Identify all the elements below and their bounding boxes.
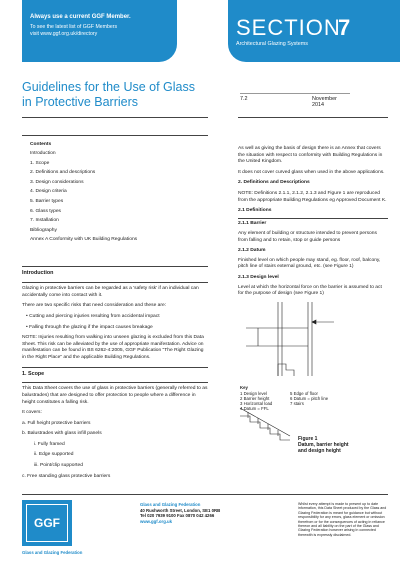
datum-text: Finished level on which people may stand, eg. floor, roof, balcony, pitch line of stairs external ground, etc. (see Figure 1) <box>238 257 381 270</box>
toc-item[interactable]: Introduction <box>30 151 56 156</box>
org-name: Glass and Glazing Federation <box>140 502 201 507</box>
key-item: 1 Design level <box>240 391 267 396</box>
scope-subitem: iii. Point/clip supported <box>34 463 83 469</box>
datum-heading: 2.1.2 Datum <box>238 248 266 254</box>
ggf-logo-frame <box>22 500 72 546</box>
figure-caption: Datum, barrier height <box>298 442 349 448</box>
notice-line: To see the latest list of GGF Members <box>30 24 118 30</box>
key-title: Key <box>240 385 248 390</box>
org-phone: Tel 020 7939 9100 Fax 0870 042 4266 <box>140 513 215 519</box>
floor-edge <box>278 364 294 376</box>
barrier-text: Any element of building or structure intended to prevent persons from falling and to retain, stop or guide persons <box>238 230 377 243</box>
intro-note: NOTE: Injuries resulting from walking into unseen glazing is excluded from this Data Sheet. This risk can be alleviated by the use of appropriate manifestation. Advice on manifestation can be found in BS 6262-4:2005, GGF Publication "The Right Glazing in the Right Place" and the applicable Building Regulations. <box>22 335 204 360</box>
notice-link[interactable]: visit www.ggf.org.uk/directory <box>30 31 98 37</box>
design-level-text: Level at which the horizontal force on the barrier is assumed to act for the purpose of design (see Figure 1) <box>238 284 382 297</box>
notice-heading: Always use a current GGF Member. <box>30 14 131 20</box>
divider <box>22 117 208 118</box>
bullet-text: Falling through the glazing if the impact causes breakage <box>29 324 153 330</box>
toc-item[interactable]: 3. Design considerations <box>30 179 84 185</box>
divider <box>22 266 208 267</box>
toc-item[interactable]: 4. Design criteria <box>30 189 67 195</box>
figure-caption: and design height <box>298 448 341 454</box>
right-column <box>238 146 388 302</box>
figure-1-drawing <box>238 296 388 456</box>
intro-p1: Glazing in protective barriers can be regarded as a 'safety risk' if an individual can accidentally come into contact with it. <box>22 286 199 298</box>
toc-item[interactable]: 6. Glass types <box>30 208 61 214</box>
divider <box>22 367 208 368</box>
doc-number: 7.2 <box>240 96 248 102</box>
contents-heading: Contents <box>30 142 52 147</box>
doc-ref <box>240 93 350 108</box>
design-level-heading: 2.1.3 Design level <box>238 274 279 280</box>
section-banner <box>228 0 400 62</box>
scope-covers: It covers: <box>22 410 42 416</box>
divider <box>22 382 208 383</box>
defs-heading: 2. Definitions and Descriptions <box>238 180 310 186</box>
title-line: in Protective Barriers <box>22 95 139 109</box>
divider <box>22 282 208 283</box>
toc-item[interactable]: Annex A Conformity with UK Building Regulations <box>30 237 138 243</box>
intro-bullet: • Cutting and piercing injuries resulting from accidental impact <box>26 313 160 319</box>
title-line: Guidelines for the Use of Glass <box>22 80 195 94</box>
toc-item[interactable]: Bibliography <box>30 227 57 233</box>
arrow-head <box>312 320 316 324</box>
barrier-heading: 2.1.1 Barrier <box>238 221 267 227</box>
footer-tagline: Glass and Glazing Federation <box>22 550 83 555</box>
scope-item: a. Full height protective barriers <box>22 420 91 426</box>
key-item: 3 Horizontal load <box>240 401 273 406</box>
footer-divider <box>22 494 388 495</box>
intro-p2: There are two specific risks that need consideration and these are: <box>22 303 167 309</box>
key-item: 2 Barrier height <box>240 396 270 401</box>
toc-item[interactable]: 5. Barrier types <box>30 198 64 204</box>
key-item: 4 Datum = FFL <box>240 406 269 411</box>
figure-caption: Figure 1 <box>298 436 318 442</box>
section-subtitle: Architectural Glazing Systems <box>236 41 308 47</box>
right-p1: As well as giving the basis of design there is an Annex that covers the situation with respect to conformity with Building Regulations in the United Kingdom. <box>238 146 383 165</box>
org-website[interactable]: www.ggf.org.uk <box>140 518 173 524</box>
defs-sub-heading: 2.1 Definitions <box>238 208 272 214</box>
section-word: SECTION <box>236 15 341 40</box>
scope-heading: 1. Scope <box>22 371 45 378</box>
toc-item[interactable]: 1. Scope <box>30 160 50 166</box>
bullet-text: Cutting and piercing injuries resulting from accidental impact <box>29 313 160 319</box>
divider <box>238 218 388 219</box>
toc-item[interactable]: 7. Installation <box>30 218 59 224</box>
scope-subitem: ii. Edge supported <box>34 452 74 458</box>
section-number: 7 <box>338 15 351 40</box>
footer-disclaimer: Whilst every attempt is made to present up to date information, this Data Sheet produced by the Glass and Glazing Federation is meant for guidance but without responsibility for any errors, glass element or omission therefrom or for the consequences of acting in reliance thereon and all liability on the part of the Glass and Glazing Federation however arising in connected therewith is expressly disclaimed. <box>298 502 387 537</box>
key-item: 5 Edge of floor <box>290 391 318 396</box>
key-item: 6 Datum = pitch line <box>290 396 329 401</box>
org-address: 40 Rushworth Street, London, SE1 0RB <box>140 507 221 513</box>
intro-heading: Introduction <box>22 270 54 276</box>
right-note: NOTE: Definitions 2.1.1, 2.1.2, 2.1.3 and Figure 1 are reproduced from the appropriate Building Regulations eg Approved Document K. <box>238 190 387 203</box>
divider <box>238 117 388 118</box>
doc-date: November 2014 <box>312 96 337 108</box>
scope-p1: This Data Sheet covers the use of glass in protective barriers (generally referred to as balustrades) that are designed to offer protection to people where a difference in height constitutes a falling risk. <box>22 386 208 405</box>
key-item: 7 stairs <box>290 401 304 406</box>
intro-bullet: • Falling through the glazing if the impact causes breakage <box>26 324 153 330</box>
left-column <box>22 270 208 484</box>
scope-item: b. Balustrades with glass infill panels <box>22 431 102 437</box>
page-title <box>22 80 202 110</box>
right-p2: It does not cover curved glass when used in the above applications. <box>238 169 385 175</box>
ggf-logo: GGF <box>26 504 68 542</box>
scope-item: c. Free standing glass protective barriers <box>22 473 111 479</box>
footer-address-block <box>140 502 235 524</box>
stair-steps <box>240 416 290 440</box>
notice-text <box>30 24 170 38</box>
pitch-line <box>240 408 290 436</box>
toc-item[interactable]: 2. Definitions and descriptions <box>30 170 96 176</box>
contents-list <box>30 142 200 247</box>
member-notice-banner <box>22 0 177 62</box>
scope-subitem: i. Fully framed <box>34 441 65 447</box>
